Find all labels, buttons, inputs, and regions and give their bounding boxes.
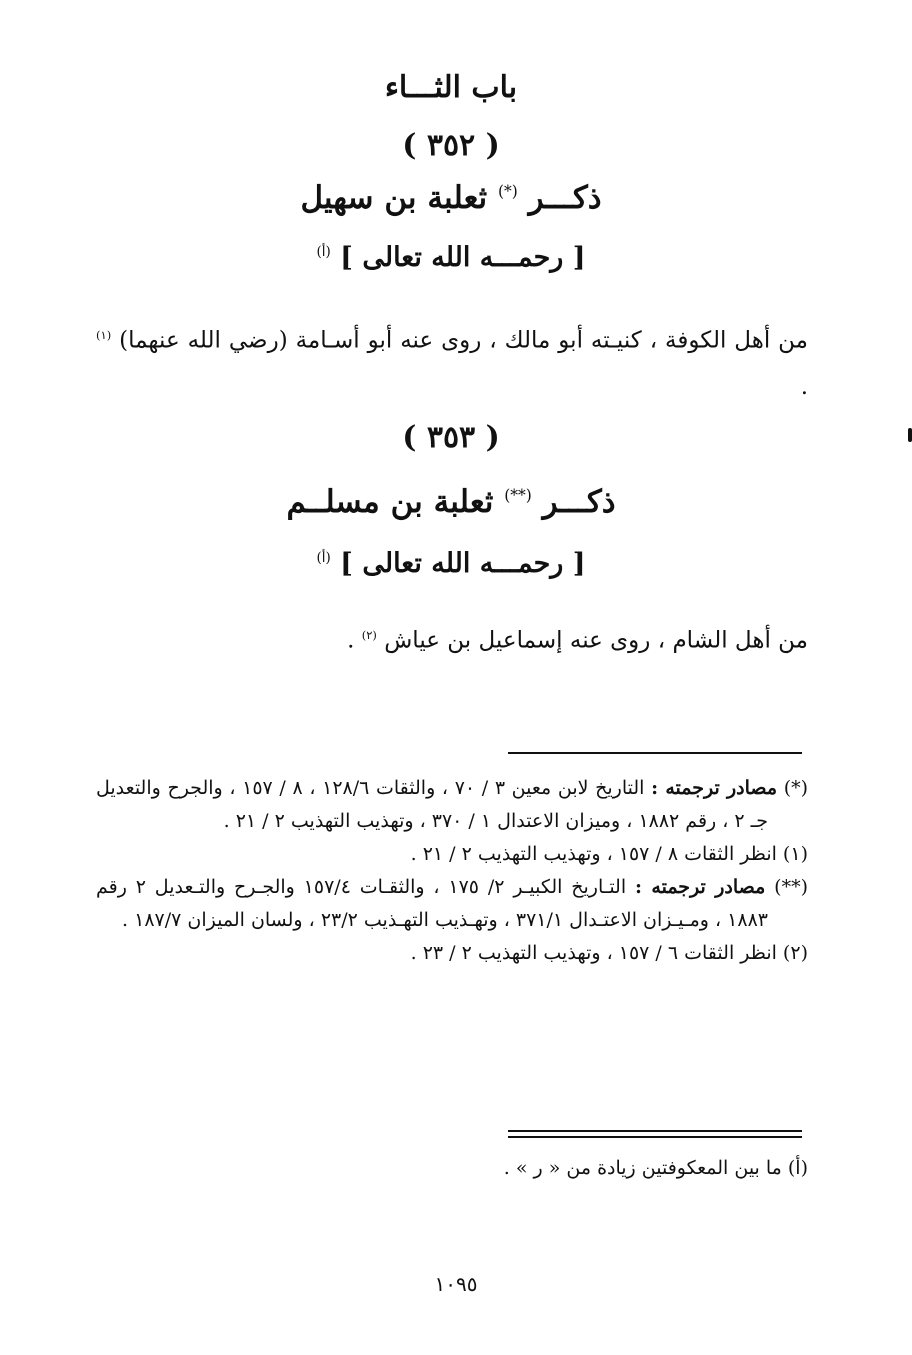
footnote-marker: (أ) xyxy=(316,244,331,260)
entry-body-text: من أهل الكوفة ، كنيـته أبو مالك ، روى عنه أبو أسـامة (رضي الله عنهما) xyxy=(119,327,808,354)
double-divider-top xyxy=(508,1130,802,1132)
footnote-sources xyxy=(96,772,808,838)
entry-heading-prefix: ذكـــر xyxy=(542,484,616,520)
entry-body-end: . xyxy=(347,627,355,654)
footnote-label: (**) xyxy=(774,876,808,898)
entry-number: ( ٣٥٣ ) xyxy=(402,420,500,455)
footnote-alif: (أ) ما بين المعكوفتين زيادة من « ر » . xyxy=(503,1157,808,1179)
entry-body xyxy=(96,312,808,410)
footnote-text: التـاريخ الكبيـر ٢/ ١٧٥ ، والثقـات ١٥٧/٤ والجـرح والتـعديل ٢ رقم ١٨٨٣ ، ومـيـزان الاعتـدال ٣٧١/١ ، وتهـذيب التهـذيب ٢٣/٢ ، ولسان الميزان ١٨٧/٧ . xyxy=(96,876,768,931)
footnote-heading: مصادر ترجمته : xyxy=(651,777,778,799)
entry-heading-name: ثعلبة بن سهيل xyxy=(300,180,488,216)
footnote-1: (١) انظر الثقات ٨ / ١٥٧ ، وتهذيب التهذيب ٢ / ٢١ . xyxy=(410,843,808,865)
entry-body-text: من أهل الشام ، روى عنه إسماعيل بن عياش xyxy=(384,627,808,654)
chapter-title: باب الثـــاء xyxy=(384,70,518,105)
entry-heading-prefix: ذكـــر xyxy=(528,180,602,216)
entry-heading xyxy=(96,484,806,520)
rahma-text: [ رحمـــه الله تعالى ] xyxy=(340,548,586,579)
entry-body-end: . xyxy=(800,373,808,400)
footnote-marker: (١) xyxy=(96,328,112,342)
footnote-sources xyxy=(96,871,808,937)
double-divider-bottom xyxy=(508,1136,802,1138)
rahma-text: [ رحمـــه الله تعالى ] xyxy=(340,242,586,273)
footnote-marker: (**) xyxy=(504,486,532,505)
entry-number: ( ٣٥٢ ) xyxy=(402,128,500,163)
footnote-label: (*) xyxy=(783,777,809,799)
margin-mark xyxy=(908,428,912,442)
rahma-line xyxy=(96,242,806,273)
footnotes xyxy=(96,772,808,970)
entry-body xyxy=(96,612,808,664)
page-number: ١٠٩٥ xyxy=(434,1272,478,1296)
entry-heading xyxy=(96,180,806,216)
footnote-marker: (أ) xyxy=(316,550,331,566)
footnote-marker: (*) xyxy=(497,182,518,201)
footnote-heading: مصادر ترجمته : xyxy=(634,876,766,898)
footnote-marker: (٢) xyxy=(361,628,377,642)
entry-heading-name: ثعلبة بن مسلــم xyxy=(286,484,494,520)
rahma-line xyxy=(96,548,806,579)
footnote-divider xyxy=(508,752,802,754)
footnote-2: (٢) انظر الثقات ٦ / ١٥٧ ، وتهذيب التهذيب ٢ / ٢٣ . xyxy=(410,942,808,964)
footnote-text: التاريخ لابن معين ٣ / ٧٠ ، والثقات ١٢٨/٦ ، ٨ / ١٥٧ ، والجرح والتعديل جـ ٢ ، رقم ١٨٨٢ ، وميزان الاعتدال ١ / ٣٧٠ ، وتهذيب التهذيب ٢ / ٢١ . xyxy=(96,777,768,832)
